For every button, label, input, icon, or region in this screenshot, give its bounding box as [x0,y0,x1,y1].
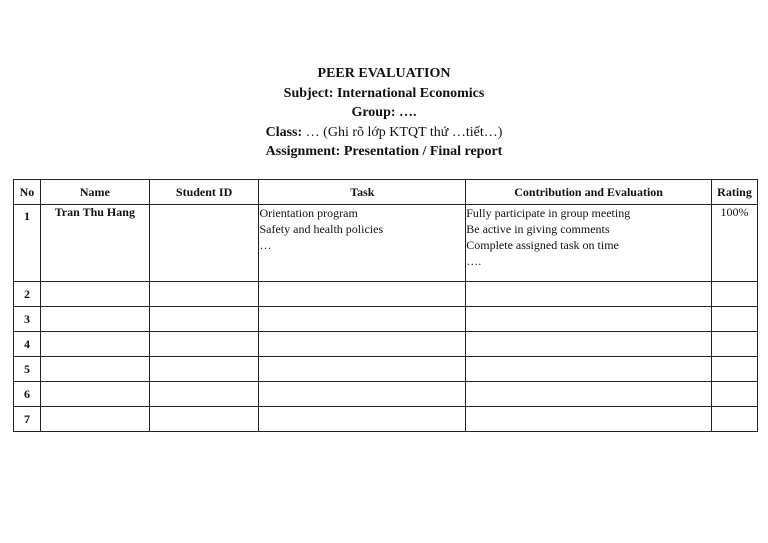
header-no: No [14,180,41,205]
document-header [0,64,768,162]
assignment-line [0,142,768,162]
header-task: Task [259,180,466,205]
contribution-line: Complete assigned task on time [466,238,619,252]
table-row [14,407,758,432]
task-cell [259,307,466,332]
table-row [14,282,758,307]
name-cell [40,282,149,307]
class-label: Class: [265,124,303,140]
table-row [14,307,758,332]
header-contribution: Contribution and Evaluation [466,180,712,205]
rating-cell [711,407,757,432]
header-name: Name [40,180,149,205]
subject-line [0,84,768,104]
contribution-cell [466,205,712,282]
task-line: Orientation program [259,206,358,220]
row-number: 5 [14,357,41,382]
student-id-cell [149,205,259,282]
table-row [14,332,758,357]
name-cell: Tran Thu Hang [40,205,149,282]
student-id-cell [149,332,259,357]
name-cell [40,382,149,407]
group-label: Group: [351,105,396,121]
contribution-line: …. [466,254,482,268]
peer-evaluation-table [13,179,758,432]
contribution-cell [466,407,712,432]
table-header-row [14,180,758,205]
contribution-line: Fully participate in group meeting [466,206,631,220]
assignment-value: Presentation / Final report [343,144,503,160]
rating-cell [711,332,757,357]
header-rating: Rating [711,180,757,205]
row-number: 2 [14,282,41,307]
rating-cell [711,382,757,407]
class-value: … (Ghi rõ lớp KTQT thứ …tiết…) [305,124,503,140]
student-id-cell [149,382,259,407]
task-line: … [259,238,272,252]
student-id-cell [149,357,259,382]
group-value: …. [399,105,417,121]
task-cell [259,407,466,432]
header-student-id: Student ID [149,180,259,205]
row-number: 4 [14,332,41,357]
student-id-cell [149,282,259,307]
task-cell [259,205,466,282]
rating-cell [711,307,757,332]
row-number: 3 [14,307,41,332]
name-cell [40,307,149,332]
name-cell [40,407,149,432]
subject-value: International Economics [336,85,485,101]
rating-cell [711,357,757,382]
task-cell [259,357,466,382]
student-id-cell [149,307,259,332]
assignment-label: Assignment: [265,144,341,160]
task-cell [259,332,466,357]
task-cell [259,382,466,407]
task-cell [259,282,466,307]
table-row [14,382,758,407]
contribution-cell [466,282,712,307]
row-number: 7 [14,407,41,432]
table-row [14,357,758,382]
name-cell [40,357,149,382]
document-title: PEER EVALUATION [317,66,451,81]
contribution-cell [466,382,712,407]
contribution-cell [466,357,712,382]
task-line: Safety and health policies [259,222,384,236]
rating-cell: 100% [711,205,757,282]
row-number: 6 [14,382,41,407]
rating-cell [711,282,757,307]
contribution-line: Be active in giving comments [466,222,610,236]
class-line [0,123,768,143]
group-line [0,103,768,123]
contribution-cell [466,307,712,332]
row-number: 1 [14,205,41,282]
table-row [14,205,758,282]
student-id-cell [149,407,259,432]
contribution-cell [466,332,712,357]
subject-label: Subject: [283,85,334,101]
name-cell [40,332,149,357]
